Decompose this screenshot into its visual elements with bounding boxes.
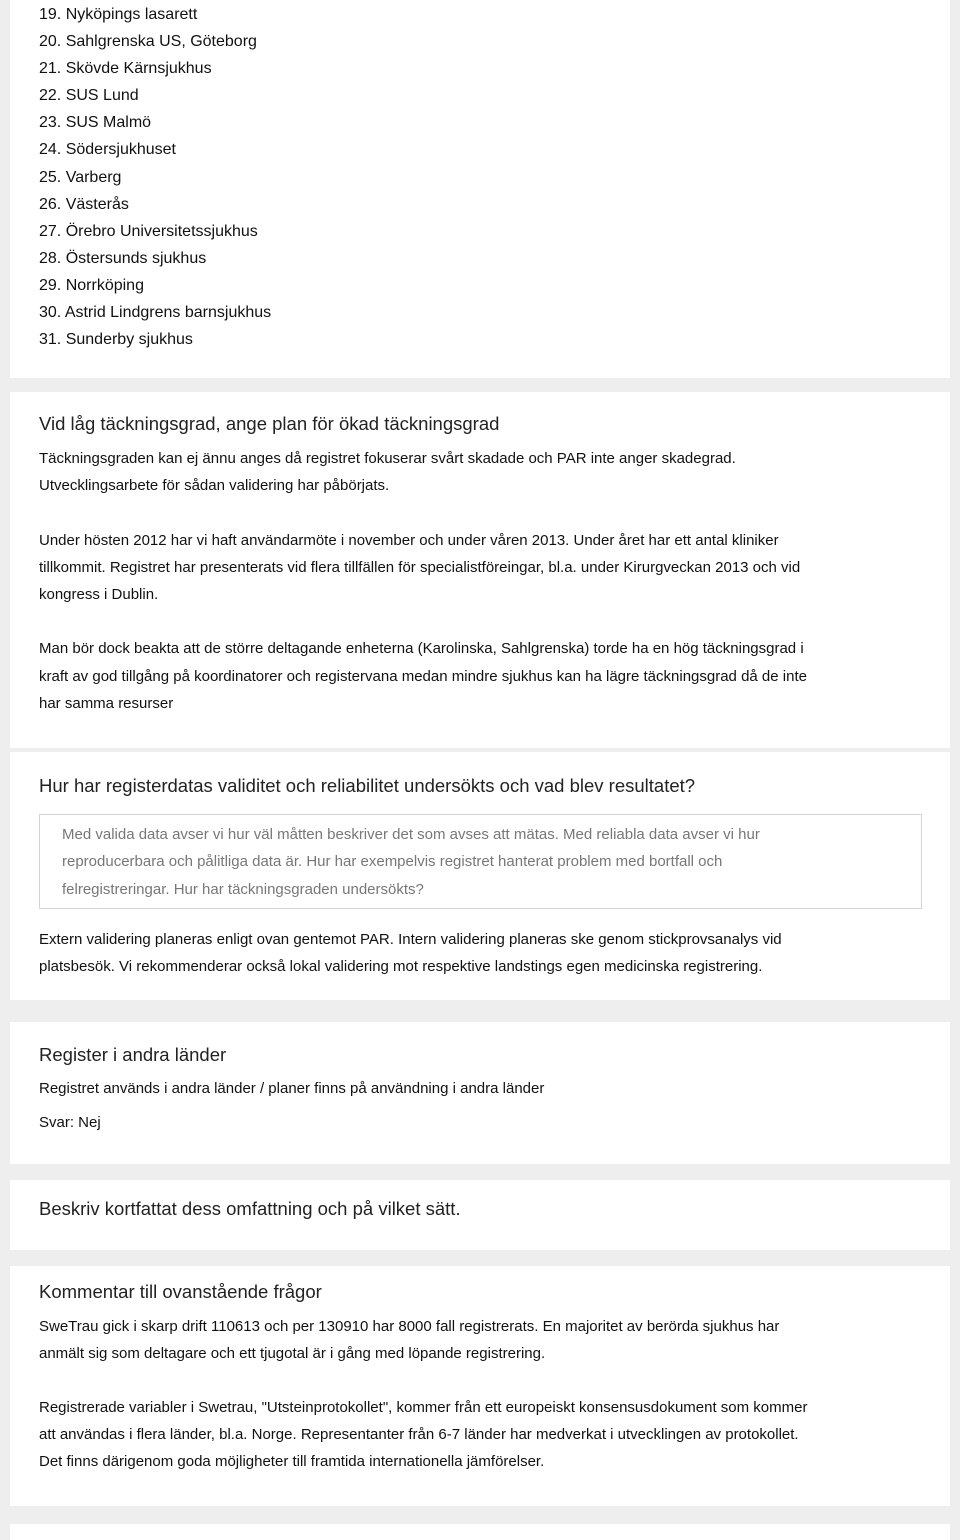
coverage-paragraph-1-line-2: Utvecklingsarbete för sådan validering har påbörjats. bbox=[39, 477, 390, 495]
comment-paragraph-1-line-1: SweTrau gick i skarp drift 110613 och per 130910 har 8000 fall registrerats. En majoritet av berörda sjukhus har bbox=[39, 1318, 780, 1335]
list-number: 24. bbox=[39, 141, 62, 159]
validity-answer-line-2: platsbesök. Vi rekommenderar också lokal validering mot respektive landstings egen medicinska registrering. bbox=[39, 958, 763, 976]
list-label: Östersunds sjukhus bbox=[65, 249, 207, 267]
coverage-paragraph-2-line-2: tillkommit. Registret har presenterats vid flera tillfällen för specialistföreingar, bl.a. under Kirurgveckan 2013 och vid bbox=[39, 558, 801, 576]
list-item bbox=[39, 272, 950, 299]
comment-paragraph-1-line-2: anmält sig som deltagare och ett tjugotal är i gång med löpande registrering. bbox=[39, 1345, 546, 1363]
list-item bbox=[39, 136, 950, 163]
describe-title: Beskriv kortfattat dess omfattning och på vilket sätt. bbox=[39, 1198, 461, 1219]
list-number: 21. bbox=[39, 60, 62, 78]
next-section-card bbox=[10, 1524, 950, 1540]
comment-paragraph-2-line-1: Registrerade variabler i Swetrau, "Utsteinprotokollet", kommer från ett europeiskt konsensusdokument som kommer bbox=[39, 1398, 808, 1416]
list-number: 26. bbox=[39, 195, 62, 213]
list-number: 27. bbox=[39, 222, 62, 240]
list-item bbox=[39, 164, 950, 191]
list-item bbox=[39, 28, 950, 55]
validity-card bbox=[10, 752, 950, 1000]
validity-help-line-1: Med valida data avser vi hur väl måtten beskriver det som avses att mätas. Med reliabla data avser vi hur bbox=[62, 826, 760, 843]
list-label: Skövde Kärnsjukhus bbox=[65, 60, 212, 78]
list-number: 20. bbox=[39, 33, 62, 51]
list-label: Örebro Universitetssjukhus bbox=[65, 222, 258, 240]
list-label: Västerås bbox=[65, 195, 129, 213]
coverage-title: Vid låg täckningsgrad, ange plan för ökad täckningsgrad bbox=[39, 413, 500, 434]
comment-paragraph-2-line-3: Det finns därigenom goda möjligheter till framtida internationella jämförelser. bbox=[39, 1453, 545, 1471]
comment-card bbox=[10, 1266, 950, 1506]
coverage-paragraph-3-line-1: Man bör dock beakta att de större deltagande enheterna (Karolinska, Sahlgrenska) torde ha en hög täckningsgrad i bbox=[39, 640, 804, 658]
validity-help-line-3: felregistreringar. Hur har täckningsgraden undersökts? bbox=[62, 880, 424, 898]
list-number: 30. bbox=[39, 304, 62, 322]
list-label: Varberg bbox=[65, 168, 122, 186]
list-label: SUS Lund bbox=[65, 87, 139, 105]
list-number: 29. bbox=[39, 276, 62, 294]
list-label: SUS Malmö bbox=[65, 114, 152, 132]
describe-card bbox=[10, 1180, 950, 1250]
other-countries-title: Register i andra länder bbox=[39, 1044, 227, 1065]
list-number: 31. bbox=[39, 331, 62, 349]
list-item bbox=[39, 326, 950, 353]
list-item bbox=[39, 191, 950, 218]
list-number: 28. bbox=[39, 249, 62, 267]
coverage-paragraph-1-line-1: Täckningsgraden kan ej ännu anges då registret fokuserar svårt skadade och PAR inte anger skadegrad. bbox=[39, 450, 736, 467]
other-countries-card bbox=[10, 1022, 950, 1164]
list-item bbox=[39, 109, 950, 136]
other-countries-answer: Svar: Nej bbox=[39, 1114, 101, 1132]
list-label: Sahlgrenska US, Göteborg bbox=[65, 33, 257, 51]
list-item bbox=[39, 218, 950, 245]
coverage-paragraph-2-line-1: Under hösten 2012 har vi haft användarmöte i november och under våren 2013. Under året har ett antal kliniker bbox=[39, 531, 779, 549]
validity-title: Hur har registerdatas validitet och reliabilitet undersökts och vad blev resultatet? bbox=[39, 775, 696, 796]
list-label: Astrid Lindgrens barnsjukhus bbox=[64, 304, 272, 322]
list-label: Södersjukhuset bbox=[65, 141, 176, 159]
list-number: 19. bbox=[39, 6, 62, 23]
list-item bbox=[39, 299, 950, 326]
hospital-list-card bbox=[10, 0, 950, 378]
list-number: 25. bbox=[39, 168, 62, 186]
coverage-paragraph-2-line-3: kongress i Dublin. bbox=[39, 586, 159, 604]
coverage-paragraph-3-line-3: har samma resurser bbox=[39, 695, 174, 713]
coverage-card bbox=[10, 392, 950, 748]
list-item bbox=[39, 245, 950, 272]
validity-help-box bbox=[39, 814, 922, 909]
coverage-paragraph-3-line-2: kraft av god tillgång på koordinatorer och registervana medan mindre sjukhus kan ha lägre täckningsgrad då de inte bbox=[39, 667, 807, 685]
validity-answer-line-1: Extern validering planeras enligt ovan gentemot PAR. Intern validering planeras ske genom stickprovsanalys vid bbox=[39, 931, 782, 948]
other-countries-question: Registret används i andra länder / planer finns på användning i andra länder bbox=[39, 1080, 545, 1097]
list-item bbox=[39, 82, 950, 109]
validity-help-line-2: reproducerbara och pålitliga data är. Hur har exempelvis registret hanterat problem med bortfall och bbox=[62, 853, 723, 871]
list-label: Norrköping bbox=[65, 276, 144, 294]
hospital-list bbox=[39, 1, 950, 353]
list-number: 22. bbox=[39, 87, 62, 105]
list-item bbox=[39, 55, 950, 82]
list-item bbox=[39, 1, 950, 28]
list-number: 23. bbox=[39, 114, 62, 132]
comment-paragraph-2-line-2: att användas i flera länder, bl.a. Norge. Representanter från 6-7 länder har medverkat i utvecklingen av protokollet. bbox=[39, 1425, 799, 1443]
list-label: Sunderby sjukhus bbox=[65, 331, 193, 349]
comment-title: Kommentar till ovanstående frågor bbox=[39, 1281, 322, 1302]
list-label: Nyköpings lasarett bbox=[65, 6, 198, 23]
